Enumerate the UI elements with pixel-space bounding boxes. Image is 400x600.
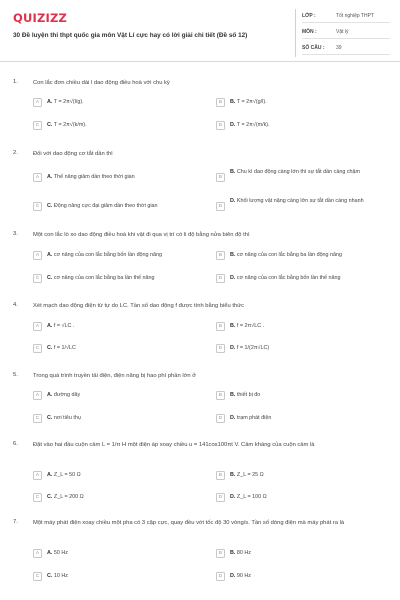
question-number: 3. bbox=[13, 231, 18, 237]
option-text: Z_L = 200 Ω bbox=[53, 494, 84, 500]
option-key: A. bbox=[47, 99, 53, 105]
option-text: Khối lượng vật nặng càng lớn sự tắt dần càng nhanh bbox=[236, 198, 364, 204]
option-key: B. bbox=[230, 99, 236, 105]
option-letter-box: B bbox=[216, 251, 225, 260]
option-letter-box: C bbox=[33, 202, 42, 211]
option-key: D. bbox=[230, 345, 236, 351]
option-letter-box: B bbox=[216, 391, 225, 400]
option-letter-box: C bbox=[33, 274, 42, 283]
option-key: C. bbox=[47, 275, 53, 281]
option-letter-box: C bbox=[33, 121, 42, 130]
option-key: D. bbox=[230, 198, 236, 204]
question-number: 6. bbox=[13, 441, 18, 447]
option-key: B. bbox=[230, 323, 236, 329]
option-letter-box: D bbox=[216, 344, 225, 353]
header-divider bbox=[295, 9, 296, 57]
meta-value-count: 39 bbox=[336, 45, 342, 51]
question-text: Đối với dao động cơ tắt dần thì bbox=[33, 151, 113, 157]
option-letter-box: A bbox=[33, 251, 42, 260]
question-text: Đặt vào hai đầu cuộn cảm L = 1/π H một điện áp xoay chiều u = 141cos100πt V. Cảm kháng của cuộn cảm là bbox=[33, 442, 315, 448]
option-key: A. bbox=[47, 392, 53, 398]
option-text: nơi tiêu thụ bbox=[53, 415, 81, 421]
option-key: A. bbox=[47, 323, 53, 329]
option-letter-box: D bbox=[216, 493, 225, 502]
option-text: cơ năng của con lắc bằng ba lần thế năng bbox=[53, 275, 155, 281]
option-letter-box: D bbox=[216, 572, 225, 581]
quiz-header bbox=[0, 0, 400, 62]
option-key: C. bbox=[47, 415, 53, 421]
option-key: D. bbox=[230, 415, 236, 421]
option-letter-box: D bbox=[216, 414, 225, 423]
option-text: f = 1/(2π√LC) bbox=[236, 345, 270, 351]
meta-label-class: LỚP : bbox=[302, 13, 316, 19]
option-text: trạm phát điện bbox=[236, 415, 272, 421]
quizizz-logo: QUIZIZZ bbox=[13, 11, 68, 25]
option-letter-box: A bbox=[33, 471, 42, 480]
option-text: 50 Hz bbox=[53, 550, 68, 556]
option-letter-box: A bbox=[33, 322, 42, 331]
option-text: Z_L = 25 Ω bbox=[236, 472, 264, 478]
option-text: Z_L = 50 Ω bbox=[53, 472, 81, 478]
option-letter-box: B bbox=[216, 549, 225, 558]
question-text: Con lắc đơn chiều dài l dao động điều hoà với chu kỳ bbox=[33, 80, 170, 86]
option-letter-box: A bbox=[33, 173, 42, 182]
meta-value-class: Tốt nghiệp THPT bbox=[336, 13, 374, 19]
option-text: cơ năng của con lắc bằng bốn lần động năng bbox=[53, 252, 163, 258]
option-text: T = 2π√(m/k). bbox=[236, 122, 270, 128]
option-letter-box: B bbox=[216, 322, 225, 331]
option-text: 10 Hz bbox=[53, 573, 68, 579]
option-letter-box: B bbox=[216, 98, 225, 107]
option-key: B. bbox=[230, 252, 236, 258]
question-text: Một máy phát điện xoay chiều một pha có 3 cặp cực, quay đều với tốc độ 30 vòng/s. Tần số dòng điện mà máy phát ra là bbox=[33, 520, 345, 526]
question-number: 1. bbox=[13, 79, 18, 85]
option-letter-box: D bbox=[216, 274, 225, 283]
option-key: D. bbox=[230, 494, 236, 500]
option-letter-box: A bbox=[33, 98, 42, 107]
option-text: Chu kì dao động càng lớn thì sự tắt dần càng chậm bbox=[236, 169, 361, 175]
option-letter-box: A bbox=[33, 549, 42, 558]
option-letter-box: D bbox=[216, 202, 225, 211]
quiz-title: 30 Đề luyện thi thpt quốc gia môn Vật Lí cực hay có lời giải chi tiết (Đề số 12) bbox=[13, 32, 248, 39]
option-letter-box: C bbox=[33, 572, 42, 581]
option-text: Động năng cực đại giảm dần theo thời gian bbox=[53, 203, 158, 209]
option-key: A. bbox=[47, 252, 53, 258]
option-text: cơ năng của con lắc bằng ba lần động năng bbox=[236, 252, 343, 258]
meta-value-subject: Vật lý bbox=[336, 29, 349, 35]
question-number: 7. bbox=[13, 519, 18, 525]
question-text: Trong quá trình truyền tải điện, điện năng bị hao phí phần lớn ở bbox=[33, 373, 197, 379]
option-letter-box: C bbox=[33, 344, 42, 353]
option-key: A. bbox=[47, 174, 53, 180]
option-key: D. bbox=[230, 573, 236, 579]
option-key: D. bbox=[230, 122, 236, 128]
option-text: T = 2π√(k/m). bbox=[53, 122, 87, 128]
option-letter-box: B bbox=[216, 173, 225, 182]
option-key: A. bbox=[47, 550, 53, 556]
question-number: 5. bbox=[13, 372, 18, 378]
meta-row-count bbox=[302, 42, 390, 55]
option-key: C. bbox=[47, 345, 53, 351]
option-key: B. bbox=[230, 392, 236, 398]
meta-row-subject bbox=[302, 26, 390, 39]
option-key: B. bbox=[230, 550, 236, 556]
question-number: 2. bbox=[13, 150, 18, 156]
option-key: C. bbox=[47, 122, 53, 128]
option-text: cơ năng của con lắc bằng bốn lần thế năng bbox=[236, 275, 341, 281]
option-key: C. bbox=[47, 573, 53, 579]
option-letter-box: C bbox=[33, 493, 42, 502]
meta-row-class bbox=[302, 10, 390, 23]
option-key: C. bbox=[47, 494, 53, 500]
question-text: Một con lắc lò xo dao động điều hoà khi vật đi qua vị trí có li độ bằng nửa biên độ thì bbox=[33, 232, 250, 238]
option-key: B. bbox=[230, 169, 236, 175]
option-text: đường dây bbox=[53, 392, 81, 398]
option-text: T = 2π√(l/g). bbox=[53, 99, 84, 105]
meta-label-count: SỐ CÂU : bbox=[302, 45, 325, 51]
option-letter-box: A bbox=[33, 391, 42, 400]
option-text: Thế năng giảm dần theo thời gian bbox=[53, 174, 135, 180]
option-key: D. bbox=[230, 275, 236, 281]
option-text: 80 Hz bbox=[236, 550, 251, 556]
option-text: 90 Hz bbox=[236, 573, 251, 579]
option-letter-box: C bbox=[33, 414, 42, 423]
option-text: f = 2π√LC . bbox=[236, 323, 265, 329]
option-key: B. bbox=[230, 472, 236, 478]
option-letter-box: B bbox=[216, 471, 225, 480]
option-text: f = √LC . bbox=[53, 323, 75, 329]
option-text: thiết bị đo bbox=[236, 392, 261, 398]
option-key: C. bbox=[47, 203, 53, 209]
meta-label-subject: MÔN : bbox=[302, 29, 317, 35]
option-text: T = 2π√(g/l). bbox=[236, 99, 267, 105]
option-letter-box: D bbox=[216, 121, 225, 130]
option-key: A. bbox=[47, 472, 53, 478]
option-text: Z_L = 100 Ω bbox=[236, 494, 267, 500]
question-text: Xét mạch dao động điện từ tự do LC. Tần số dao động f được tính bằng biểu thức bbox=[33, 303, 244, 309]
option-text: f = 1/√LC bbox=[53, 345, 76, 351]
question-number: 4. bbox=[13, 302, 18, 308]
